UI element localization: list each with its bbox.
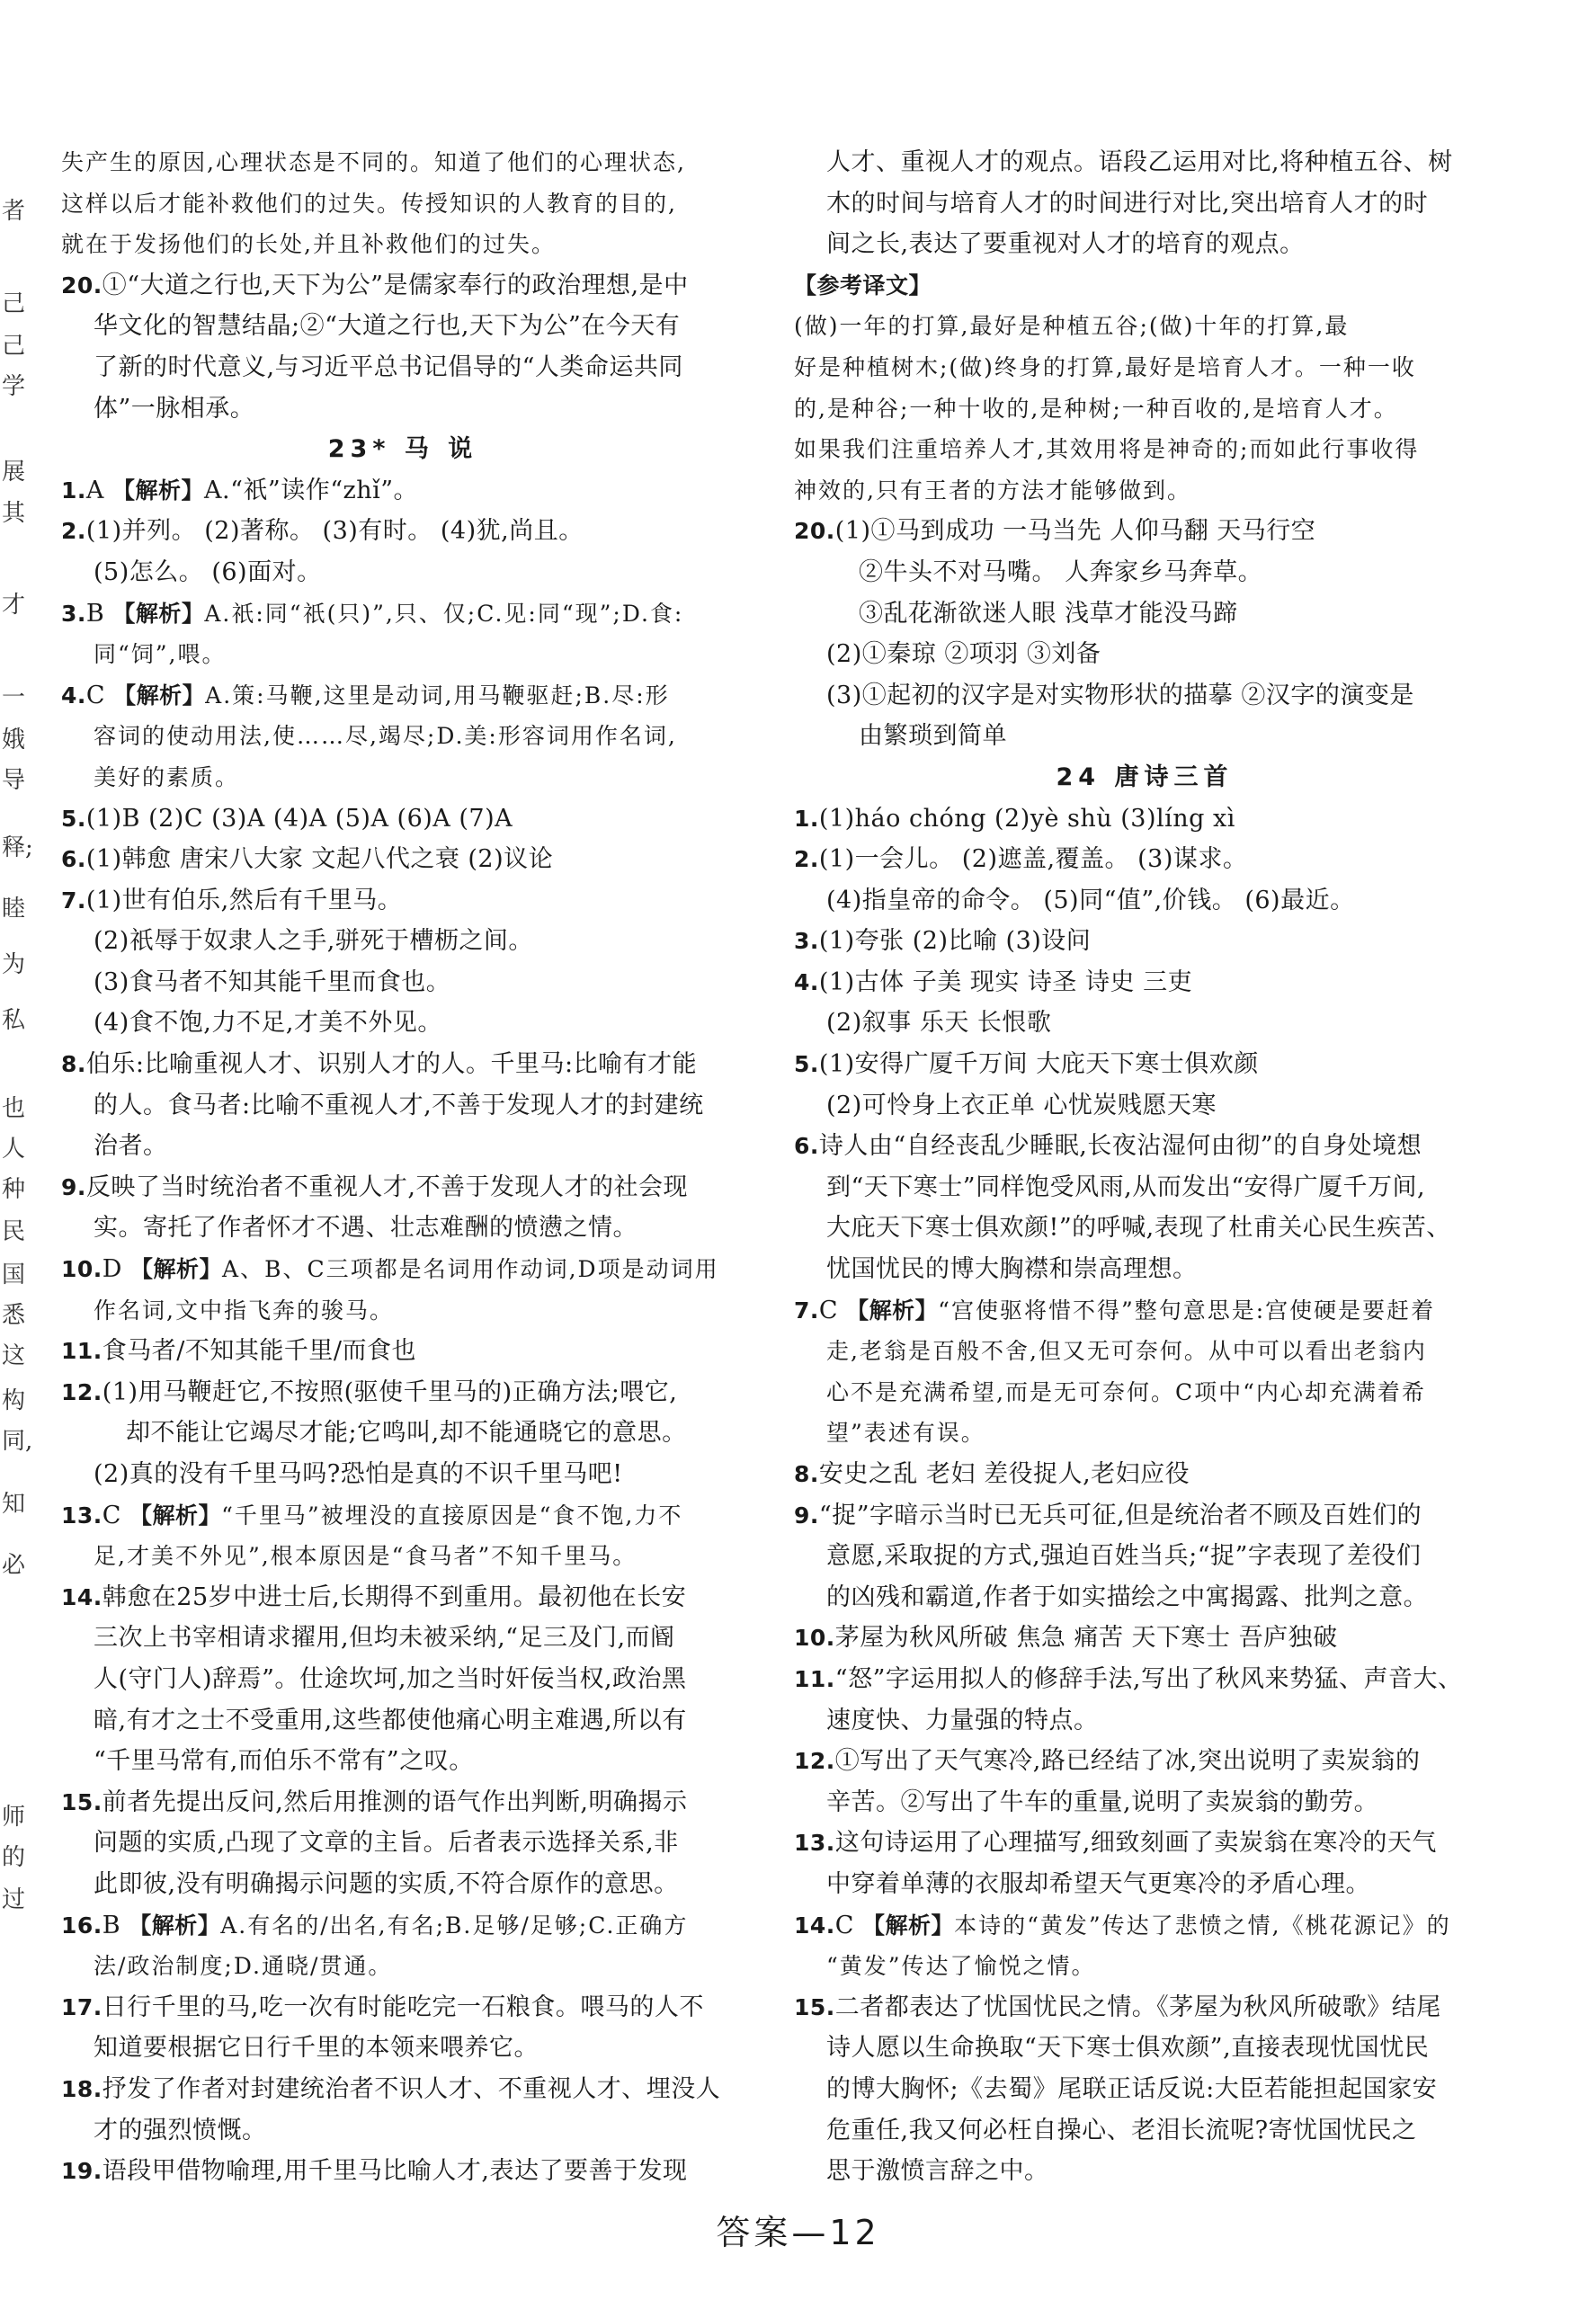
question-number: 12. — [61, 1378, 103, 1405]
gutter-fragment: 的 — [2, 1844, 26, 1871]
section-title — [794, 757, 1495, 798]
line-text: 治者。 — [94, 1132, 168, 1161]
line-text: (1)B (2)C (3)A (4)A (5)A (6)A (7)A — [85, 804, 513, 833]
question-number: 15. — [794, 1993, 835, 2020]
text-line — [61, 388, 745, 430]
text-line — [794, 142, 1495, 183]
line-text: (1)háo chóng (2)yè shù (3)líng xì — [818, 804, 1235, 833]
question-number: 6. — [794, 1133, 819, 1160]
text-line — [794, 1618, 1495, 1659]
text-line — [61, 1208, 745, 1249]
line-text: 伯乐:比喻重视人才、识别人才的人。千里马:比喻有才能 — [85, 1050, 698, 1079]
text-line — [61, 511, 745, 552]
text-line — [794, 1700, 1495, 1742]
line-text: 诗人愿以生命换取“天下寒士俱欢颜”,直接表现忧国忧民 — [826, 2034, 1430, 2063]
line-text: 失产生的原因,心理状态是不同的。知道了他们的心理状态, — [61, 149, 686, 175]
line-text: (做)一年的打算,最好是种植五谷;(做)十年的打算,最 — [794, 313, 1350, 340]
text-line — [61, 2069, 745, 2110]
line-text: (4)指皇帝的命令。 (5)同“值”,价钱。 (6)最近。 — [826, 886, 1355, 914]
line-text: 好是种植树木;(做)终身的打算,最好是培育人才。一种一收 — [794, 353, 1416, 380]
text-line — [794, 183, 1495, 225]
text-line — [61, 634, 745, 675]
text-line — [794, 1126, 1495, 1167]
question-number: 19. — [61, 2158, 103, 2185]
line-text: (2)叙事 乐天 长恨歌 — [826, 1009, 1052, 1038]
line-text: A — [85, 476, 112, 504]
analysis-tag: 【解析】 — [129, 1502, 222, 1529]
question-number: 13. — [61, 1502, 103, 1529]
gutter-fragment: 己 — [2, 333, 26, 360]
text-line — [61, 306, 745, 347]
analysis-tag: 【解析】 — [112, 477, 205, 504]
line-text: 抒发了作者对封建统治者不识人才、不重视人才、埋没人 — [102, 2074, 721, 2103]
line-text: 同“饲”,喂。 — [94, 641, 227, 668]
line-text: 暗,有才之士不受重用,这些都使他痛心明主难遇,所以有 — [94, 1706, 687, 1734]
line-text: 作名词,文中指飞奔的骏马。 — [94, 1297, 394, 1324]
line-text: 华文化的智慧结晶;②“大道之行也,天下为公”在今天有 — [94, 312, 681, 341]
text-line — [794, 388, 1495, 430]
text-line — [794, 880, 1495, 922]
line-text: 24 唐诗三首 — [1056, 762, 1234, 791]
text-line — [61, 347, 745, 388]
question-number: 20. — [61, 272, 103, 299]
gutter-fragment: 导 — [2, 767, 26, 794]
text-line — [61, 224, 745, 265]
text-line — [794, 1495, 1495, 1537]
text-line — [794, 675, 1495, 717]
text-line — [61, 1372, 745, 1413]
gutter-fragment: 私 — [2, 1007, 26, 1034]
line-text: 速度快、力量强的特点。 — [826, 1706, 1099, 1734]
text-line — [794, 2151, 1495, 2192]
gutter-fragment: 己 — [2, 290, 26, 317]
text-line — [794, 1085, 1495, 1127]
question-number: 12. — [794, 1748, 835, 1775]
line-text: 的博大胸怀;《去蜀》尾联正话反说:大臣若能担起国家安 — [826, 2074, 1438, 2103]
gutter-fragment: 知 — [2, 1491, 26, 1518]
line-text: 体”一脉相承。 — [94, 394, 255, 423]
reference-translation-tag: 【参考译文】 — [794, 272, 932, 299]
text-line — [61, 552, 745, 593]
text-line — [61, 1741, 745, 1782]
text-line — [61, 1618, 745, 1659]
gutter-fragment: 种 — [2, 1176, 26, 1203]
question-number: 3. — [61, 600, 86, 627]
gutter-fragment: 展 — [2, 459, 26, 486]
line-text: (1)①马到成功 一马当先 人仰马翻 天马行空 — [834, 517, 1316, 546]
text-line — [794, 1249, 1495, 1290]
gutter-fragment: 为 — [2, 951, 26, 978]
gutter-fragment: 也 — [2, 1095, 26, 1122]
line-text: 法/政治制度;D.通晓/贯通。 — [94, 1953, 393, 1980]
line-text: 走,老翁是百般不舍,但又无可奈何。从中可以看出老翁内 — [826, 1338, 1427, 1365]
question-number: 16. — [61, 1912, 103, 1939]
text-line — [794, 839, 1495, 880]
analysis-text: A、B、C三项都是名词用作动词,D项是动词用 — [222, 1256, 719, 1283]
line-text: (1)世有伯乐,然后有千里马。 — [85, 886, 403, 914]
text-line — [61, 1864, 745, 1905]
question-number: 15. — [61, 1788, 103, 1815]
analysis-tag: 【解析】 — [846, 1297, 939, 1324]
text-line — [61, 675, 745, 717]
line-text: (2)祇辱于奴隶人之手,骈死于槽枥之间。 — [94, 927, 533, 956]
question-number: 20. — [794, 518, 835, 545]
analysis-tag: 【解析】 — [129, 1912, 221, 1939]
line-text: “黄发”传达了愉悦之情。 — [826, 1953, 1096, 1980]
line-text: 韩愈在25岁中进士后,长期得不到重用。最初他在长安 — [102, 1582, 687, 1611]
gutter-fragment: 睦 — [2, 896, 26, 923]
line-text: 美好的素质。 — [94, 763, 240, 790]
text-line — [61, 798, 745, 840]
line-text: 安史之乱 老妇 差役捉人,老妇应役 — [818, 1460, 1190, 1488]
line-text: 木的时间与培育人才的时间进行对比,突出培育人才的时 — [826, 189, 1429, 218]
text-line — [794, 511, 1495, 552]
line-text: 问题的实质,凸现了文章的主旨。后者表示选择关系,非 — [94, 1829, 679, 1858]
text-line — [61, 1044, 745, 1085]
text-line — [61, 1782, 745, 1823]
left-gutter-fragments — [0, 135, 36, 2167]
line-text: 人(守门人)辞焉”。仕途坎坷,加之当时奸佞当权,政治黑 — [94, 1664, 687, 1693]
text-line — [794, 1413, 1495, 1454]
text-line — [794, 347, 1495, 388]
text-line — [61, 2110, 745, 2152]
analysis-tag: 【解析】 — [113, 682, 206, 709]
text-line — [61, 1413, 745, 1454]
text-line — [61, 1536, 745, 1577]
text-line — [794, 1741, 1495, 1782]
text-line — [61, 1823, 745, 1864]
text-line — [794, 1331, 1495, 1372]
line-text: (3)食马者不知其能千里而食也。 — [94, 967, 451, 996]
line-text: 的凶残和霸道,作者于如实描绘之中寓揭露、批判之意。 — [826, 1582, 1429, 1611]
line-text: 神效的,只有王者的方法才能够做到。 — [794, 477, 1191, 504]
text-line — [61, 265, 745, 307]
line-text: 这句诗运用了心理描写,细致刻画了卖炭翁在寒冷的天气 — [834, 1829, 1437, 1858]
text-line — [61, 962, 745, 1003]
question-number: 14. — [794, 1912, 835, 1939]
text-line — [794, 962, 1495, 1003]
text-line — [61, 839, 745, 880]
line-text: 二者都表达了忧国忧民之情。《茅屋为秋风所破歌》结尾 — [834, 1993, 1441, 2021]
line-text: 食马者/不知其能千里/而食也 — [102, 1337, 416, 1366]
line-text: 日行千里的马,吃一次有时能吃完一石粮食。喂马的人不 — [102, 1993, 704, 2021]
text-line — [794, 552, 1495, 593]
line-text: 间之长,表达了要重视对人才的培育的观点。 — [826, 230, 1305, 259]
text-line — [61, 716, 745, 757]
line-text: ②牛头不对马嘴。 人奔家乡马奔草。 — [859, 557, 1263, 586]
text-line — [61, 921, 745, 962]
question-number: 14. — [61, 1583, 103, 1610]
text-line — [794, 2069, 1495, 2110]
text-line — [61, 183, 745, 225]
question-number: 8. — [61, 1051, 86, 1078]
gutter-fragment: 师 — [2, 1804, 26, 1831]
text-line — [61, 2028, 745, 2069]
question-number: 11. — [794, 1665, 835, 1692]
line-text: 实。寄托了作者怀才不遇、壮志难酬的愤懑之情。 — [94, 1214, 638, 1243]
line-text: 人才、重视人才的观点。语段乙运用对比,将种植五谷、树 — [826, 148, 1453, 176]
line-text: ①写出了天气寒冷,路已经结了冰,突出说明了卖炭翁的 — [834, 1747, 1421, 1776]
line-text: 意愿,采取捉的方式,强迫百姓当兵;“捉”字表现了差役们 — [826, 1542, 1422, 1571]
gutter-fragment: 才 — [2, 592, 26, 619]
line-text: (4)食不饱,力不足,才美不外见。 — [94, 1009, 442, 1038]
text-line — [794, 306, 1495, 347]
line-text: (1)夸张 (2)比喻 (3)设问 — [818, 927, 1092, 956]
text-line — [794, 1905, 1495, 1947]
text-line — [61, 757, 745, 798]
line-text: 茅屋为秋风所破 焦急 痛苦 天下寒士 吾庐独破 — [834, 1624, 1338, 1653]
question-number: 1. — [61, 477, 86, 504]
line-text: (1)用马鞭赶它,不按照(驱使千里马的)正确方法;喂它, — [102, 1377, 678, 1406]
gutter-fragment: 必 — [2, 1552, 26, 1579]
line-text: 了新的时代意义,与习近平总书记倡导的“人类命运共同 — [94, 352, 683, 381]
text-line — [61, 1454, 745, 1495]
line-text: 反映了当时统治者不重视人才,不善于发现人才的社会现 — [85, 1172, 688, 1201]
line-text: D — [102, 1255, 131, 1284]
text-line — [61, 1946, 745, 1987]
gutter-fragment: 释; — [2, 834, 33, 861]
text-line — [794, 429, 1495, 470]
section-title — [61, 429, 745, 470]
line-text: 到“天下寒士”同样饱受风雨,从而发出“安得广厦千万间, — [826, 1172, 1426, 1201]
line-text: C — [818, 1296, 847, 1324]
text-line — [794, 798, 1495, 840]
text-line — [794, 1782, 1495, 1823]
question-number: 10. — [794, 1625, 835, 1652]
question-number: 2. — [61, 518, 86, 545]
text-line — [61, 1577, 745, 1618]
line-text: (5)怎么。 (6)面对。 — [94, 557, 322, 586]
question-number: 5. — [794, 1051, 819, 1078]
text-line — [61, 593, 745, 635]
right-column — [794, 142, 1495, 2192]
line-text: 大庇天下寒士俱欢颜!”的呼喊,表现了杜甫关心民生疾苦、 — [826, 1214, 1451, 1243]
text-line — [61, 1905, 745, 1947]
text-line — [794, 634, 1495, 675]
text-line — [794, 224, 1495, 265]
text-line — [61, 1495, 745, 1537]
text-line — [794, 1003, 1495, 1044]
line-text: 的,是种谷;一种十收的,是种树;一种百收的,是培育人才。 — [794, 395, 1398, 422]
line-text: 由繁琐到简单 — [859, 722, 1007, 751]
line-text: (2)①秦琼 ②项羽 ③刘备 — [826, 640, 1101, 669]
line-text: 足,才美不外见”,根本原因是“食马者”不知千里马。 — [94, 1543, 638, 1570]
line-text: (1)并列。 (2)著称。 (3)有时。 (4)犹,尚且。 — [85, 517, 584, 546]
text-line — [794, 921, 1495, 962]
gutter-fragment: 娥 — [2, 727, 26, 753]
question-number: 13. — [794, 1830, 835, 1857]
text-line — [61, 880, 745, 922]
line-text: 危重任,我又何必枉自操心、老泪长流呢?寄忧国忧民之 — [826, 2116, 1417, 2144]
text-line — [794, 470, 1495, 512]
line-text: ①“大道之行也,天下为公”是儒家奉行的政治理想,是中 — [102, 271, 689, 299]
gutter-fragment: 者 — [2, 198, 26, 225]
question-number: 18. — [61, 2075, 103, 2102]
gutter-fragment: 其 — [2, 500, 26, 527]
question-number: 4. — [794, 968, 819, 995]
text-line — [794, 1577, 1495, 1618]
question-number: 3. — [794, 928, 819, 955]
analysis-tag: 【解析】 — [130, 1256, 223, 1283]
text-line — [61, 1003, 745, 1044]
line-text: (3)①起初的汉字是对实物形状的描摹 ②汉字的演变是 — [826, 681, 1414, 709]
text-line — [61, 1290, 745, 1332]
gutter-fragment: 构 — [2, 1387, 26, 1414]
analysis-tag: 【解析】 — [112, 600, 205, 627]
text-line — [61, 1085, 745, 1127]
text-line — [794, 2110, 1495, 2152]
line-text: 心不是充满希望,而是无可奈何。C项中“内心却充满着希 — [826, 1378, 1426, 1405]
line-text: (1)古体 子美 现实 诗圣 诗史 三吏 — [818, 967, 1193, 996]
line-text: B — [102, 1911, 129, 1939]
line-text: 才的强烈愤慨。 — [94, 2116, 267, 2144]
text-line — [794, 1208, 1495, 1249]
line-text: 思于激愤言辞之中。 — [826, 2157, 1049, 2186]
text-line — [61, 1126, 745, 1167]
line-text: 前者先提出反问,然后用推测的语气作出判断,明确揭示 — [102, 1787, 688, 1816]
text-line — [794, 1167, 1495, 1208]
text-line — [61, 1331, 745, 1372]
analysis-text: A.“祇”读作“zhǐ”。 — [204, 476, 419, 504]
page-footer: 答案—12 — [716, 2213, 880, 2252]
text-line — [794, 265, 1495, 307]
analysis-text: “宫使驱将惜不得”整句意思是:宫使硬是要赶着 — [938, 1297, 1436, 1324]
question-number: 6. — [61, 846, 86, 873]
line-text: 忧国忧民的博大胸襟和崇高理想。 — [826, 1255, 1198, 1284]
line-text: C — [102, 1501, 130, 1529]
line-text: 辛苦。②写出了牛车的重量,说明了卖炭翁的勤劳。 — [826, 1787, 1379, 1816]
line-text: 容词的使动用法,使……尽,竭尽;D.美:形容词用作名词, — [94, 723, 677, 750]
text-line — [794, 716, 1495, 757]
text-line — [61, 1167, 745, 1208]
text-line — [794, 2028, 1495, 2069]
text-line — [61, 142, 745, 183]
gutter-fragment: 过 — [2, 1886, 26, 1913]
line-text: “捉”字暗示当时已无兵可征,但是统治者不顾及百姓们的 — [818, 1501, 1422, 1529]
analysis-text: “千里马”被埋没的直接原因是“食不饱,力不 — [221, 1502, 683, 1529]
text-line — [794, 1823, 1495, 1864]
line-text: 望”表述有误。 — [826, 1420, 985, 1447]
line-text: 23* 马 说 — [327, 435, 478, 464]
question-number: 1. — [794, 805, 819, 832]
question-number: 7. — [794, 1297, 819, 1324]
line-text: 语段甲借物喻理,用千里马比喻人才,表达了要善于发现 — [102, 2157, 688, 2186]
line-text: 这样以后才能补救他们的过失。传授知识的人教育的目的, — [61, 190, 677, 217]
text-line — [794, 1044, 1495, 1085]
question-number: 2. — [794, 846, 819, 873]
gutter-fragment: 同, — [2, 1428, 33, 1455]
line-text: (2)真的没有千里马吗?恐怕是真的不识千里马吧! — [94, 1460, 623, 1488]
line-text: ③乱花渐欲迷人眼 浅草才能没马蹄 — [859, 599, 1238, 628]
gutter-fragment: 国 — [2, 1261, 26, 1288]
line-text: 就在于发扬他们的长处,并且补救他们的过失。 — [61, 231, 556, 258]
question-number: 9. — [61, 1173, 86, 1200]
text-line — [794, 593, 1495, 635]
text-line — [794, 1454, 1495, 1495]
analysis-text: A.有名的/出名,有名;B.足够/足够;C.正确方 — [220, 1912, 689, 1939]
line-text: 的人。食马者:比喻不重视人才,不善于发现人才的封建统 — [94, 1091, 704, 1119]
gutter-fragment: 这 — [2, 1342, 26, 1369]
line-text: 三次上书宰相请求擢用,但均未被采纳,“足三及门,而阍 — [94, 1624, 675, 1653]
analysis-tag: 【解析】 — [862, 1912, 955, 1939]
text-line — [61, 2151, 745, 2192]
question-number: 5. — [61, 805, 86, 832]
gutter-fragment: 一 — [2, 684, 26, 711]
text-line — [794, 1372, 1495, 1413]
line-text: 诗人由“自经丧乱少睡眠,长夜沾湿何由彻”的自身处境想 — [818, 1132, 1422, 1161]
text-line — [61, 1659, 745, 1700]
text-line — [61, 1249, 745, 1290]
question-number: 10. — [61, 1256, 103, 1283]
question-number: 8. — [794, 1461, 819, 1487]
gutter-fragment: 悉 — [2, 1302, 26, 1329]
question-number: 11. — [61, 1338, 103, 1365]
line-text: “怒”字运用拟人的修辞手法,写出了秋风来势猛、声音大、 — [834, 1664, 1463, 1693]
text-line — [794, 1290, 1495, 1332]
question-number: 17. — [61, 1993, 103, 2020]
line-text: 中穿着单薄的衣服却希望天气更寒冷的矛盾心理。 — [826, 1869, 1370, 1898]
line-text: (1)安得广厦千万间 大庇天下寒士俱欢颜 — [818, 1050, 1259, 1079]
line-text: C — [85, 681, 114, 709]
line-text: 此即彼,没有明确揭示问题的实质,不符合原作的意思。 — [94, 1869, 679, 1898]
text-line — [794, 1946, 1495, 1987]
text-line — [794, 1659, 1495, 1700]
question-number: 4. — [61, 682, 86, 709]
analysis-text: A.策:马鞭,这里是动词,用马鞭驱赶;B.尽:形 — [205, 682, 670, 709]
text-line — [61, 1700, 745, 1742]
text-line — [794, 1987, 1495, 2028]
gutter-fragment: 学 — [2, 373, 26, 400]
question-number: 9. — [794, 1502, 819, 1529]
gutter-fragment: 民 — [2, 1218, 26, 1245]
text-line — [61, 1987, 745, 2028]
line-text: 如果我们注重培养人才,其效用将是神奇的;而如此行事收得 — [794, 436, 1420, 463]
line-text: 知道要根据它日行千里的本领来喂养它。 — [94, 2034, 539, 2063]
left-column — [61, 142, 745, 2192]
gutter-fragment: 人 — [2, 1136, 26, 1163]
line-text: “千里马常有,而伯乐不常有”之叹。 — [94, 1747, 474, 1776]
line-text: 却不能让它竭尽才能;它鸣叫,却不能通晓它的意思。 — [126, 1419, 687, 1448]
text-line — [794, 1864, 1495, 1905]
line-text: C — [834, 1911, 863, 1939]
line-text: B — [85, 599, 113, 628]
text-line — [61, 470, 745, 512]
analysis-text: A.祇:同“祇(只)”,只、仅;C.见:同“现”;D.食: — [204, 600, 684, 627]
line-text: (1)一会儿。 (2)遮盖,覆盖。 (3)谋求。 — [818, 845, 1248, 874]
question-number: 7. — [61, 887, 86, 914]
line-text: (2)可怜身上衣正单 心忧炭贱愿天寒 — [826, 1091, 1217, 1119]
line-text: (1)韩愈 唐宋八大家 文起八代之衰 (2)议论 — [85, 845, 554, 874]
text-line — [794, 1536, 1495, 1577]
analysis-text: 本诗的“黄发”传达了悲愤之情,《桃花源记》的 — [954, 1912, 1451, 1939]
